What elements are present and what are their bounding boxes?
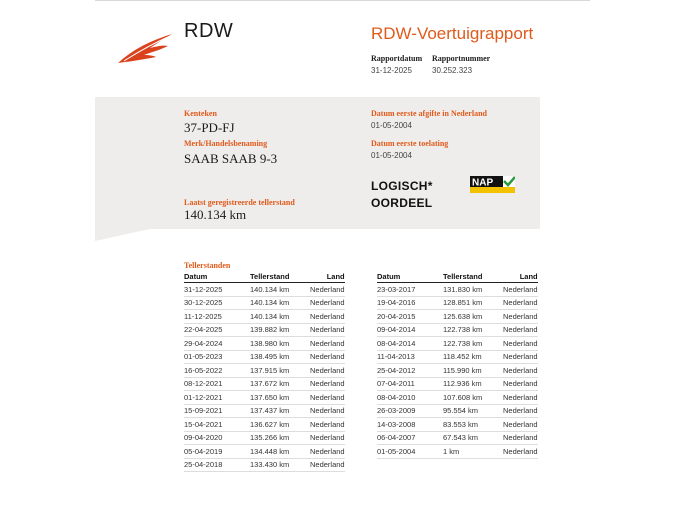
report-date-block (371, 54, 422, 75)
table-header-row (184, 271, 345, 283)
cell-date: 30-12-2025 (184, 296, 250, 310)
table-row (184, 350, 345, 364)
cell-km: 107.608 km (443, 391, 503, 405)
table-row (184, 391, 345, 405)
cell-country: Nederland (503, 283, 538, 297)
cell-date: 15-09-2021 (184, 404, 250, 418)
cell-country: Nederland (310, 445, 345, 459)
plate-value: 37-PD-FJ (184, 120, 235, 135)
report-date-label: Rapportdatum (371, 54, 423, 63)
readings-title: Tellerstanden (184, 261, 231, 270)
top-divider (95, 0, 590, 1)
col-date-header: Datum (184, 271, 250, 283)
cell-km: 133.430 km (250, 458, 310, 472)
panel-notch (95, 229, 150, 241)
cell-km: 95.554 km (443, 404, 503, 418)
table-row (377, 296, 538, 310)
table-row (184, 296, 345, 310)
cell-km: 131.830 km (443, 283, 503, 297)
cell-km: 135.266 km (250, 431, 310, 445)
table-row (184, 364, 345, 378)
cell-country: Nederland (310, 458, 345, 472)
cell-date: 25-04-2018 (184, 458, 250, 472)
cell-country: Nederland (310, 350, 345, 364)
cell-km: 67.543 km (443, 431, 503, 445)
cell-date: 09-04-2014 (377, 323, 443, 337)
cell-date: 26-03-2009 (377, 404, 443, 418)
cell-km: 122.738 km (443, 337, 503, 351)
col-date-header: Datum (377, 271, 443, 283)
cell-km: 128.851 km (443, 296, 503, 310)
report-title: RDW-Voertuigrapport (371, 24, 534, 43)
readings-table-right (377, 271, 538, 459)
table-row (184, 445, 345, 459)
table-row (184, 458, 345, 472)
cell-date: 06-04-2007 (377, 431, 443, 445)
table-row (377, 391, 538, 405)
cell-km: 122.738 km (443, 323, 503, 337)
cell-date: 11-12-2025 (184, 310, 250, 324)
cell-km: 140.134 km (250, 283, 310, 297)
odometer-label: Laatst geregistreerde tellerstand (184, 198, 295, 207)
table-row (184, 377, 345, 391)
cell-country: Nederland (503, 377, 538, 391)
cell-date: 31-12-2025 (184, 283, 250, 297)
make-value: SAAB SAAB 9-3 (184, 151, 278, 166)
table-row (377, 350, 538, 364)
table-row (377, 404, 538, 418)
cell-date: 11-04-2013 (377, 350, 443, 364)
cell-country: Nederland (310, 283, 345, 297)
first-admission-value: 01-05-2004 (371, 151, 412, 160)
table-row (377, 283, 538, 297)
cell-country: Nederland (503, 296, 538, 310)
brand-name: RDW (184, 20, 234, 42)
cell-country: Nederland (503, 445, 538, 459)
table-row (377, 323, 538, 337)
cell-date: 08-04-2014 (377, 337, 443, 351)
cell-date: 01-12-2021 (184, 391, 250, 405)
cell-country: Nederland (503, 310, 538, 324)
nap-text: NAP (472, 177, 494, 189)
cell-km: 137.915 km (250, 364, 310, 378)
table-row (184, 337, 345, 351)
first-admission-label: Datum eerste toelating (371, 139, 449, 148)
cell-date: 01-05-2004 (377, 445, 443, 459)
cell-date: 07-04-2011 (377, 377, 443, 391)
cell-date: 09-04-2020 (184, 431, 250, 445)
cell-date: 16-05-2022 (184, 364, 250, 378)
table-row (184, 310, 345, 324)
cell-date: 22-04-2025 (184, 323, 250, 337)
cell-date: 15-04-2021 (184, 418, 250, 432)
cell-country: Nederland (503, 391, 538, 405)
table-row (377, 431, 538, 445)
cell-country: Nederland (310, 296, 345, 310)
cell-km: 134.448 km (250, 445, 310, 459)
table-header-row (377, 271, 538, 283)
cell-country: Nederland (503, 323, 538, 337)
cell-country: Nederland (310, 404, 345, 418)
cell-date: 25-04-2012 (377, 364, 443, 378)
table-row (377, 377, 538, 391)
verdict-line-1: LOGISCH* (371, 179, 433, 193)
cell-km: 138.980 km (250, 337, 310, 351)
cell-km: 115.990 km (443, 364, 503, 378)
table-row (184, 418, 345, 432)
table-row (377, 445, 538, 459)
cell-km: 138.495 km (250, 350, 310, 364)
plate-label: Kenteken (184, 109, 217, 118)
cell-country: Nederland (310, 391, 345, 405)
first-nl-label: Datum eerste afgifte in Nederland (371, 109, 487, 118)
table-row (377, 418, 538, 432)
cell-km: 83.553 km (443, 418, 503, 432)
cell-km: 125.638 km (443, 310, 503, 324)
cell-km: 140.134 km (250, 296, 310, 310)
cell-date: 23-03-2017 (377, 283, 443, 297)
cell-date: 14-03-2008 (377, 418, 443, 432)
verdict-line-2: OORDEEL (371, 196, 433, 210)
cell-date: 20-04-2015 (377, 310, 443, 324)
cell-km: 1 km (443, 445, 503, 459)
odometer-value: 140.134 km (184, 207, 247, 222)
readings-table-left (184, 271, 345, 472)
nap-check-logo-icon (470, 176, 515, 193)
cell-km: 140.134 km (250, 310, 310, 324)
cell-km: 137.650 km (250, 391, 310, 405)
cell-country: Nederland (503, 337, 538, 351)
table-row (184, 431, 345, 445)
col-km-header: Tellerstand (250, 271, 310, 283)
table-row (184, 283, 345, 297)
cell-country: Nederland (503, 350, 538, 364)
report-number-label: Rapportnummer (432, 54, 491, 63)
col-km-header: Tellerstand (443, 271, 503, 283)
cell-country: Nederland (310, 431, 345, 445)
cell-country: Nederland (503, 431, 538, 445)
cell-km: 139.882 km (250, 323, 310, 337)
cell-country: Nederland (310, 377, 345, 391)
table-row (184, 404, 345, 418)
cell-date: 01-05-2023 (184, 350, 250, 364)
cell-km: 118.452 km (443, 350, 503, 364)
cell-date: 08-12-2021 (184, 377, 250, 391)
col-country-header: Land (503, 271, 538, 283)
report-number-block (432, 54, 490, 75)
table-row (184, 323, 345, 337)
col-country-header: Land (310, 271, 345, 283)
cell-km: 137.672 km (250, 377, 310, 391)
cell-country: Nederland (310, 364, 345, 378)
cell-km: 112.936 km (443, 377, 503, 391)
cell-date: 19-04-2016 (377, 296, 443, 310)
table-row (377, 337, 538, 351)
table-row (377, 310, 538, 324)
cell-country: Nederland (310, 323, 345, 337)
cell-km: 136.627 km (250, 418, 310, 432)
report-date-value: 31-12-2025 (371, 66, 412, 75)
first-nl-value: 01-05-2004 (371, 121, 412, 130)
cell-date: 05-04-2019 (184, 445, 250, 459)
cell-date: 08-04-2010 (377, 391, 443, 405)
cell-country: Nederland (503, 404, 538, 418)
make-label: Merk/Handelsbenaming (184, 139, 268, 148)
table-row (377, 364, 538, 378)
cell-date: 29-04-2024 (184, 337, 250, 351)
cell-country: Nederland (310, 418, 345, 432)
cell-country: Nederland (310, 337, 345, 351)
cell-country: Nederland (503, 364, 538, 378)
cell-country: Nederland (503, 418, 538, 432)
rdw-feather-logo-icon (116, 30, 174, 66)
cell-km: 137.437 km (250, 404, 310, 418)
cell-country: Nederland (310, 310, 345, 324)
report-number-value: 30.252.323 (432, 66, 473, 75)
